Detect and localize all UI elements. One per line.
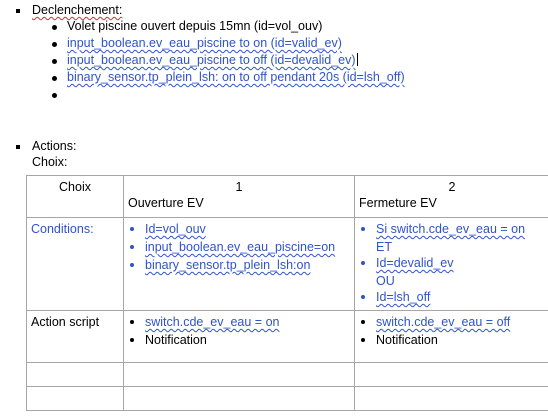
table-row (27, 176, 548, 218)
empty-cell[interactable] (355, 387, 548, 411)
col1-number: 1 (235, 180, 243, 194)
square-bullet-icon (16, 9, 20, 13)
list-item: Id=lsh_off (359, 289, 545, 305)
empty-cell[interactable] (27, 387, 124, 411)
header-col1-cell (124, 176, 355, 218)
empty-cell[interactable] (124, 363, 355, 387)
bullet-icon (52, 93, 57, 98)
table-row (27, 311, 548, 363)
trigger-item: input_boolean.ev_eau_piscine to on (id=valid_ev) (67, 36, 342, 50)
trigger-item: input_boolean.ev_eau_piscine to off (id=devalid_ev) (67, 53, 356, 67)
header-choix-cell: Choix (27, 176, 124, 218)
list-item: Id=vol_ouv (128, 221, 350, 237)
col1-title: Ouverture EV (128, 196, 204, 210)
bullet-icon (52, 59, 57, 64)
col2-title: Fermeture EV (359, 196, 437, 210)
list-item: switch.cde_ev_eau = on (128, 314, 350, 330)
empty-cell[interactable] (355, 363, 548, 387)
square-bullet-icon (16, 145, 20, 149)
trigger-item: Volet piscine ouvert depuis 15mn (id=vol_ouv) (67, 19, 323, 33)
list-item-continuation: ET (376, 240, 392, 254)
action-script-label-cell: Action script (27, 311, 124, 363)
table-row (27, 387, 548, 411)
table-row (27, 218, 548, 311)
bullet-icon (52, 42, 57, 47)
list-item: Si switch.cde_ev_eau = on (359, 221, 545, 237)
list-item: Id=devalid_ev (359, 255, 545, 271)
list-item: switch.cde_ev_eau = off (359, 314, 545, 330)
choices-table (26, 175, 548, 411)
conditions-col2-cell (355, 218, 548, 311)
bullet-icon (52, 76, 57, 81)
bullet-icon (52, 25, 57, 30)
table-row (27, 363, 548, 387)
empty-cell[interactable] (27, 363, 124, 387)
actions-heading: Actions: (32, 139, 77, 153)
conditions-col1-cell (124, 218, 355, 311)
choix-subheading: Choix: (32, 155, 68, 169)
col2-number: 2 (448, 180, 456, 194)
conditions-label-cell: Conditions: (27, 218, 124, 311)
list-item: input_boolean.ev_eau_piscine=on (128, 239, 350, 255)
list-item-continuation: OU (376, 274, 395, 288)
action-script-col2-cell (355, 311, 548, 363)
list-item: binary_sensor.tp_plein_lsh:on (128, 257, 350, 273)
declenchement-heading: Declenchement: (32, 3, 123, 17)
trigger-item: binary_sensor.tp_plein_lsh: on to off pendant 20s (id=lsh_off) (67, 70, 405, 84)
action-script-col1-cell (124, 311, 355, 363)
empty-cell[interactable] (124, 387, 355, 411)
list-item: Notification (359, 332, 545, 348)
list-item: Notification (128, 332, 350, 348)
header-col2-cell (355, 176, 548, 218)
text-cursor (357, 53, 358, 66)
